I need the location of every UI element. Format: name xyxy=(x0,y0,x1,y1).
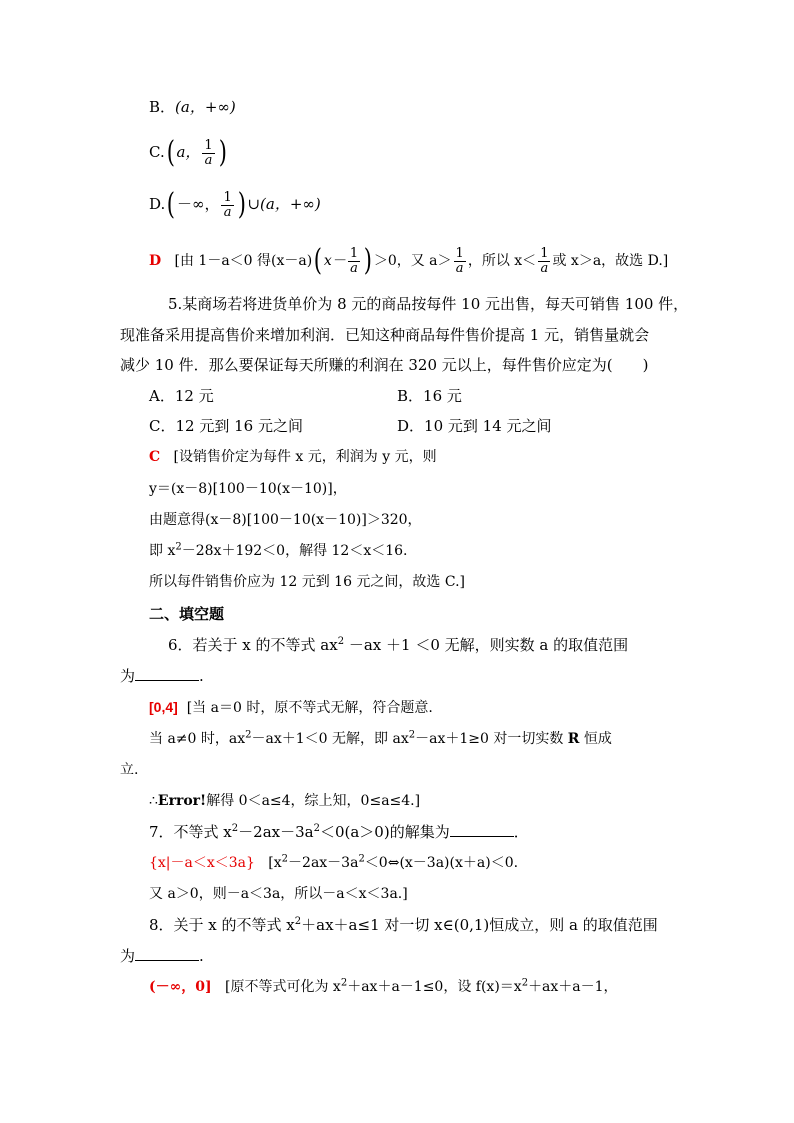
q8-line-1 xyxy=(149,915,658,935)
answer-text: [由 1－a＜0 得(x－a) xyxy=(174,253,313,269)
question-text: ＋ax＋a≤1 对一切 x∈(0,1)恒成立，则 a 的取值范围 xyxy=(301,916,658,934)
numerator: 1 xyxy=(455,245,464,261)
question-text: －ax ＋1 ＜0 无解，则实数 a 的取值范围 xyxy=(344,636,629,654)
denominator: a xyxy=(204,152,213,168)
answer-text: [原不等式可化为 x xyxy=(225,979,341,995)
q8-line-2 xyxy=(120,946,204,966)
option-b xyxy=(149,97,236,117)
q5-answer-line-4 xyxy=(149,541,408,561)
right-paren: ) xyxy=(237,187,246,222)
q6-answer-line-3: 立. xyxy=(120,762,139,778)
q6-line-1 xyxy=(168,635,628,655)
answer-text: [当 a＝0 时，原不等式无解，符合题意. xyxy=(186,700,433,716)
answer-value: [0,4] xyxy=(149,699,178,715)
q6-answer-line-2 xyxy=(149,729,612,749)
left-paren: ( xyxy=(313,243,323,278)
superscript: 2 xyxy=(337,636,345,647)
q5-answer-line-1 xyxy=(149,447,437,467)
answer-text: ，所以 x＜ xyxy=(467,253,537,269)
q6-answer-line-1 xyxy=(149,697,433,718)
answer-text: 或 x＞a，故选 D.] xyxy=(552,253,669,269)
answer-text: －28x＋192＜0，解得 12＜x＜16. xyxy=(181,543,408,559)
answer-text: 当 a≠0 时，ax xyxy=(149,731,246,747)
question-text: ． xyxy=(513,823,529,841)
q5-option-d: D．10 元到 14 元之间 xyxy=(397,417,552,435)
question-text: 6．若关于 x 的不等式 ax xyxy=(168,636,338,654)
q5-answer-line-3: 由题意得(x－8)[100－10(x－10)]＞320， xyxy=(149,512,422,528)
q4-answer xyxy=(149,245,668,277)
option-text: ∪(a，+∞) xyxy=(247,195,321,213)
answer-text: 即 x xyxy=(149,543,176,559)
superscript: 2 xyxy=(294,916,302,927)
fraction xyxy=(348,247,360,276)
numerator: 1 xyxy=(204,137,213,153)
q5-line-1: 5.某商场若将进货单价为 8 元的商品按每件 10 元出售，每天可销售 100 件， xyxy=(168,295,689,313)
answer-blank xyxy=(135,666,199,681)
left-paren: ( xyxy=(166,135,175,170)
superscript: 2 xyxy=(358,853,365,865)
question-text: . xyxy=(199,947,204,965)
answer-blank xyxy=(450,822,514,837)
denominator: a xyxy=(540,260,549,276)
superscript: 2 xyxy=(175,541,182,553)
answer-text: [x xyxy=(268,855,282,871)
fraction xyxy=(454,247,466,276)
q7-line-1 xyxy=(149,822,529,842)
answer-blank xyxy=(135,946,199,961)
q7-answer-line-2: 又 a＞0，则－a＜3a，所以－a＜x＜3a.] xyxy=(149,886,408,902)
q6-answer-line-4 xyxy=(149,791,420,811)
answer-text: 解得 0＜a≤4，综上知，0≤a≤4.] xyxy=(206,793,421,809)
denominator: a xyxy=(455,260,464,276)
fraction xyxy=(538,247,550,276)
q7-answer-line-1 xyxy=(149,853,518,873)
answer-text: －ax＋1＜0 无解，即 ax xyxy=(251,731,409,747)
right-paren: ) xyxy=(363,243,373,278)
q5-option-b: B．16 元 xyxy=(397,387,462,405)
section-title: 二、填空题 xyxy=(149,605,225,623)
question-text: ＜0(a＞0)的解集为 xyxy=(319,823,450,841)
denominator: a xyxy=(350,260,358,276)
superscript: 2 xyxy=(340,977,348,989)
answer-value: {x|－a＜x＜3a} xyxy=(149,855,255,871)
q8-answer-line-1 xyxy=(149,977,618,997)
answer-letter: C xyxy=(149,449,161,465)
answer-text: －2ax－3a xyxy=(288,855,359,871)
option-text: a， xyxy=(176,143,201,161)
q5-line-2: 现准备采用提高售价来增加利润．已知这种商品每件售价提高 1 元，销售量就会 xyxy=(120,326,650,344)
q5-answer-line-5: 所以每件销售价应为 12 元到 16 元之间，故选 C.] xyxy=(149,574,466,590)
superscript: 2 xyxy=(231,823,239,834)
option-label: B． xyxy=(149,98,176,116)
superscript: 2 xyxy=(245,729,252,741)
question-text: . xyxy=(199,667,204,685)
answer-text: 恒成 xyxy=(579,731,612,747)
numerator: 1 xyxy=(349,245,359,261)
answer-text: x－ xyxy=(323,253,346,269)
option-text: －∞， xyxy=(176,195,220,213)
denominator: a xyxy=(223,204,232,220)
option-d xyxy=(149,188,321,220)
answer-text: [设销售价定为每件 x 元，利润为 y 元，则 xyxy=(173,449,437,465)
q5-answer-line-2: y＝(x－8)[100－10(x－10)]， xyxy=(149,481,347,497)
question-text: 8．关于 x 的不等式 x xyxy=(149,916,295,934)
left-paren: ( xyxy=(167,187,176,222)
numerator: 1 xyxy=(540,245,549,261)
answer-text: ＜0⇔(x－3a)(x＋a)＜0. xyxy=(364,855,519,871)
q5-option-a: A．12 元 xyxy=(149,387,214,405)
fraction xyxy=(202,139,214,168)
answer-text: R xyxy=(567,731,580,747)
answer-text: ＞0，又 a＞ xyxy=(373,253,452,269)
numerator: 1 xyxy=(223,189,232,205)
q6-line-2 xyxy=(120,666,204,686)
option-text: (a，+∞) xyxy=(175,98,236,116)
error-text: Error! xyxy=(157,793,207,809)
question-text: 为 xyxy=(120,947,136,965)
option-label: D. xyxy=(149,195,166,213)
answer-text: ＋ax＋a－1≤0，设 f(x)＝x xyxy=(347,979,522,995)
fraction xyxy=(221,191,233,220)
superscript: 2 xyxy=(281,853,289,865)
q5-option-c: C．12 元到 16 元之间 xyxy=(149,417,303,435)
answer-text: －ax＋1≥0 对一切实数 xyxy=(415,731,568,747)
superscript: 2 xyxy=(408,729,416,741)
superscript: 2 xyxy=(521,977,529,989)
question-text: －2ax－3a xyxy=(238,823,314,841)
answer-value: (－∞，0] xyxy=(149,979,212,995)
right-paren: ) xyxy=(218,135,227,170)
option-c xyxy=(149,136,228,168)
option-label: C. xyxy=(149,143,165,161)
q5-line-3: 减少 10 件．那么要保证每天所赚的利润在 320 元以上，每件售价应定为( ) xyxy=(120,356,649,374)
question-text: 7．不等式 x xyxy=(149,823,232,841)
answer-letter: D xyxy=(149,253,162,269)
superscript: 2 xyxy=(313,823,320,834)
answer-text: ＋ax＋a－1， xyxy=(528,979,618,995)
answer-text: ∴ xyxy=(149,793,158,809)
question-text: 为 xyxy=(120,667,136,685)
